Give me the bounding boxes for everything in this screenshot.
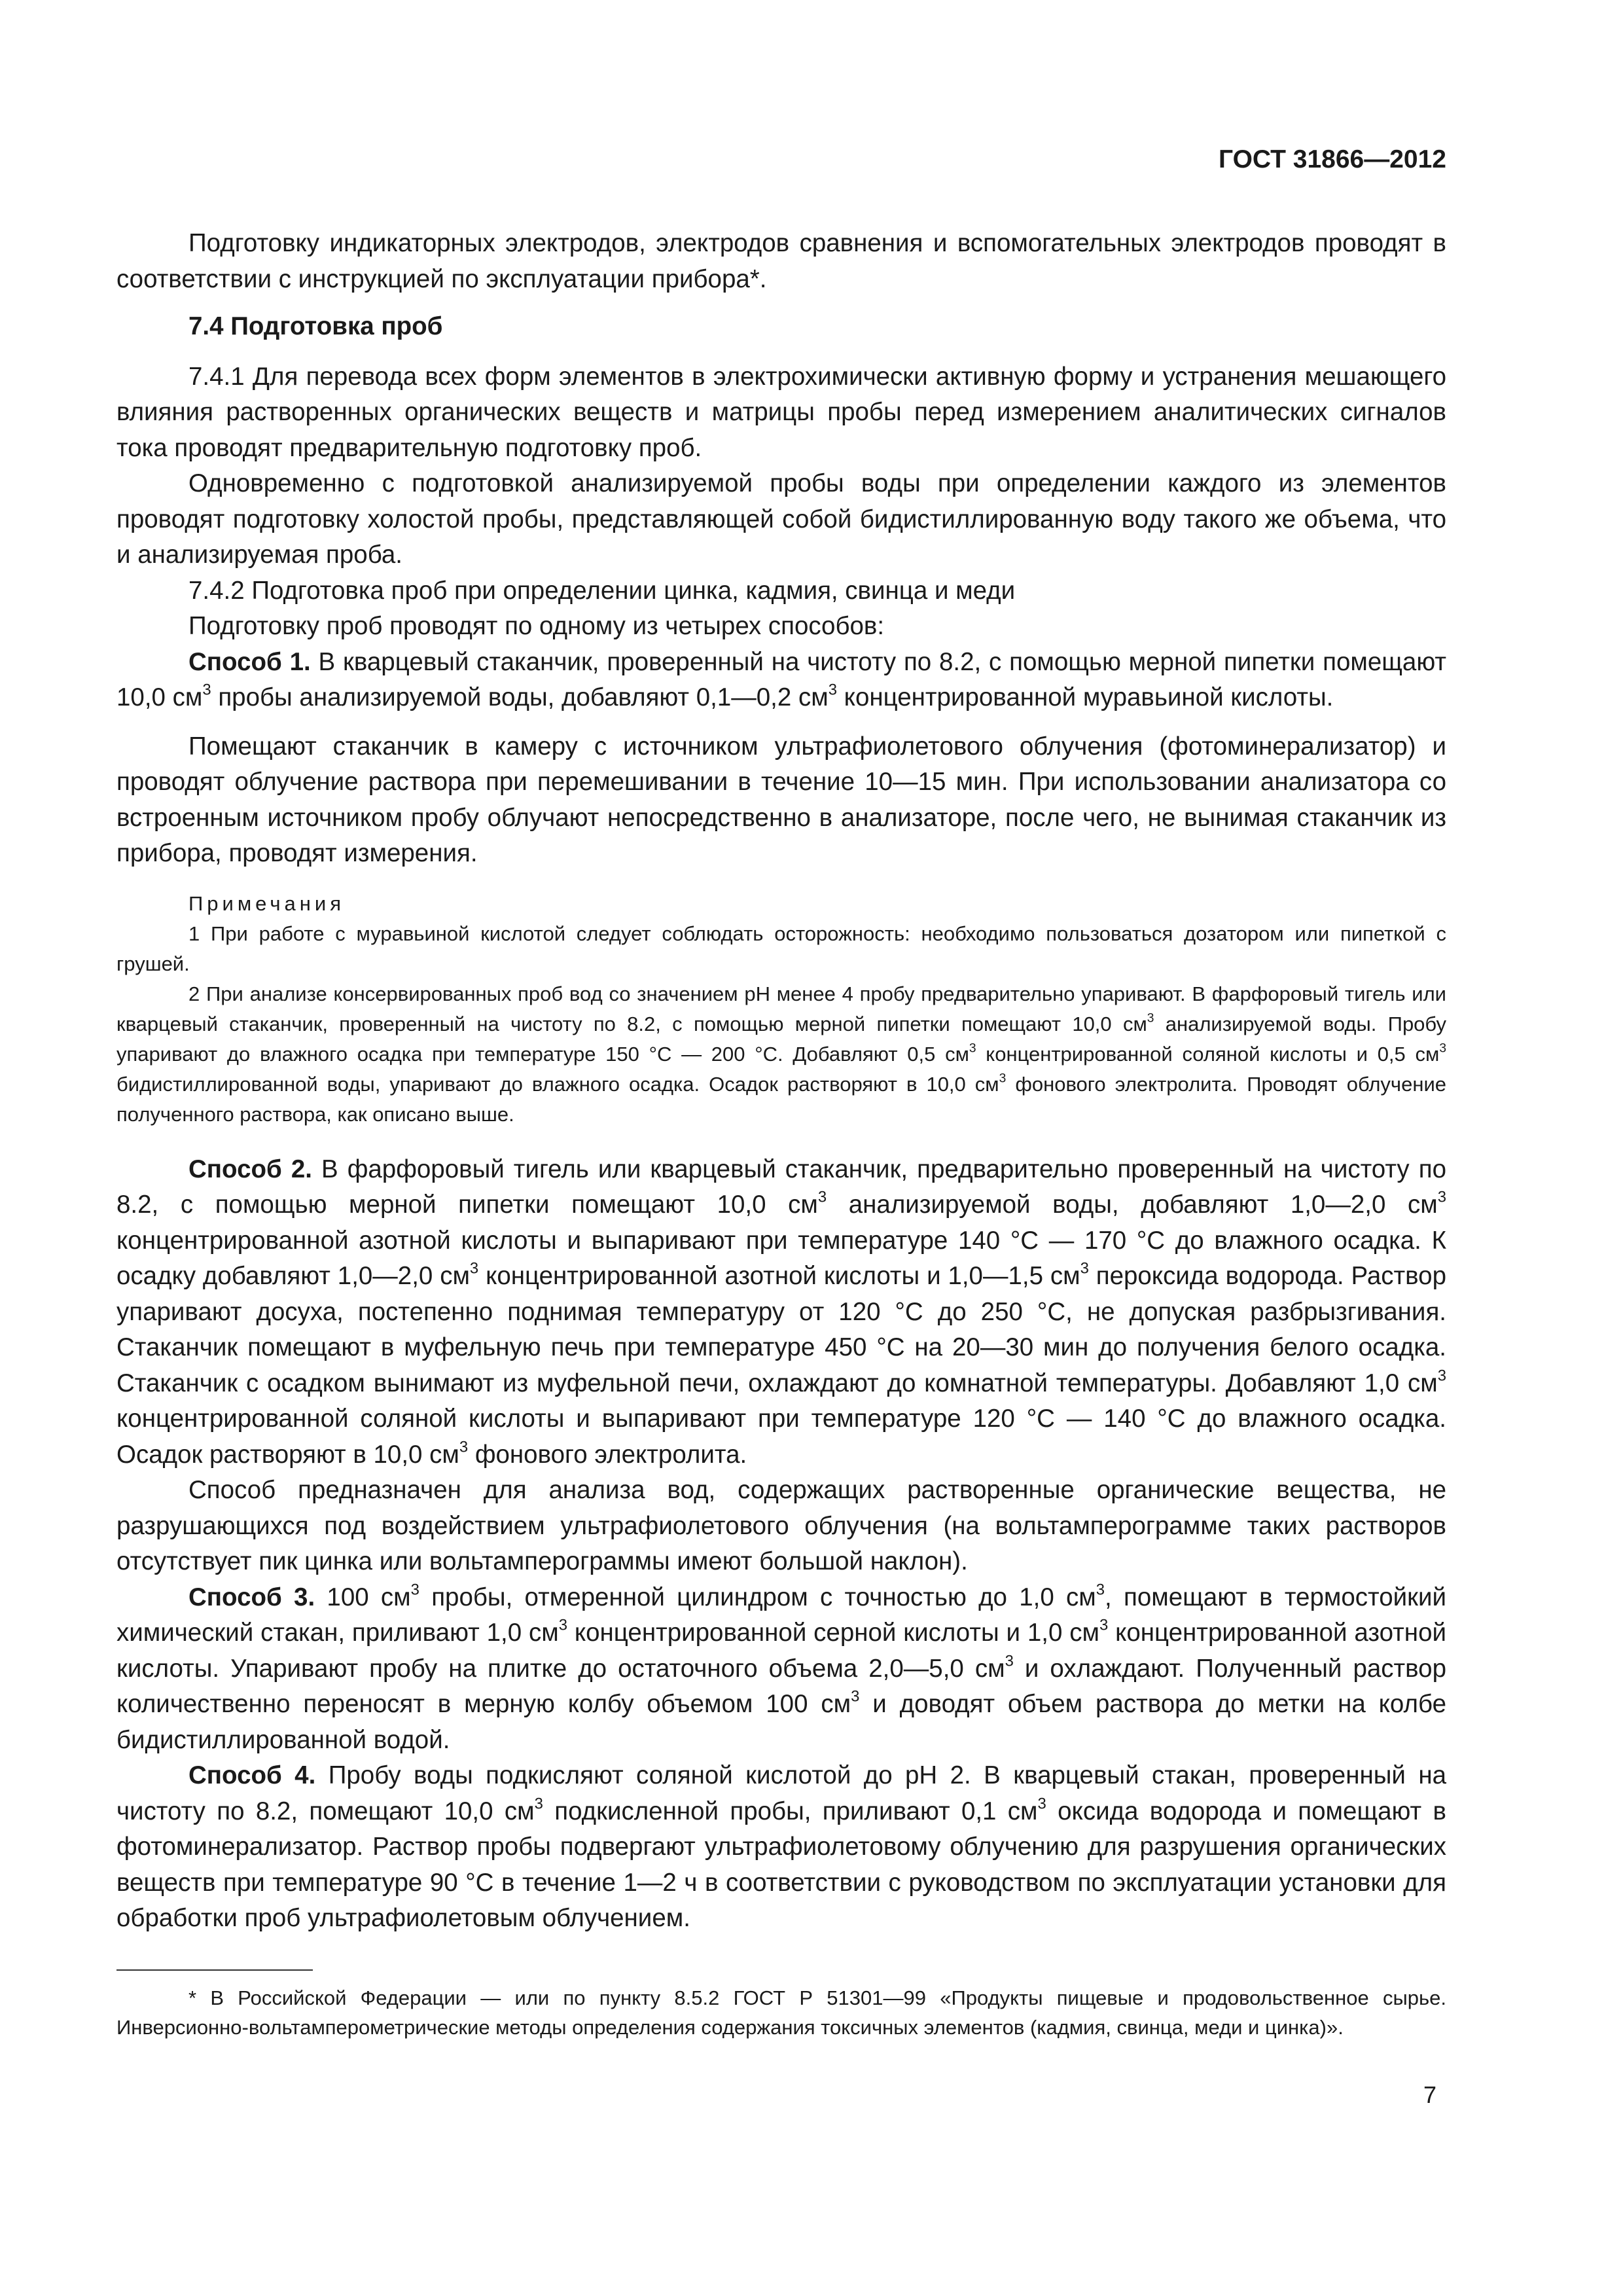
method-3-label: Способ 3. <box>188 1583 315 1611</box>
note-2-text-d: бидистиллированной воды, упаривают до влажного осадка. Осадок растворяют в 10,0 см <box>116 1072 999 1096</box>
superscript-3: 3 <box>851 1687 860 1706</box>
page-number: 7 <box>1423 2081 1436 2108</box>
method-4-text-c: оксида водорода и помещают в фотоминерализатор. Раствор пробы подвергают ультрафиолетовому облучению для разрушения органических веществ при температуре 90 °С в течение 1—2 ч в соответствии с руководством по эксплуатации установки для обработки проб ультрафиолетовым облучением. <box>116 1797 1446 1932</box>
method-3-text-c: , помещают в термостойкий химический стакан, приливают 1,0 см <box>116 1583 1446 1647</box>
superscript-3: 3 <box>469 1259 479 1278</box>
method-3-text-e: концентрированной азотной кислоты. Упаривают пробу на плитке до остаточного объема 2,0—5,0 см <box>116 1619 1446 1683</box>
method-2-text-e: пероксида водорода. Раствор упаривают досуха, постепенно поднимая температуру от 120 °С до 250 °С, не допуская разбрызгивания. Стаканчик помещают в муфельную печь при температуре 450 °С на 20—30 мин до получения белого осадка. Стаканчик с осадком вынимают из муфельной печи, охлаждают до комнатной температуры. Добавляют 1,0 см <box>116 1262 1446 1397</box>
method-2-text-d: концентрированной азотной кислоты и 1,0—1,5 см <box>478 1262 1080 1290</box>
superscript-3: 3 <box>1437 1366 1446 1384</box>
superscript-3: 3 <box>1439 1041 1446 1056</box>
superscript-3: 3 <box>558 1616 567 1634</box>
note-2-text-a: 2 При анализе консервированных проб вод со значением рН менее 4 пробу предварительно упаривают. В фарфоровый тигель или кварцевый стаканчик, проверенный на чистоту по 8.2, с помощью мерной пипетки помещают 10,0 см <box>116 982 1446 1035</box>
superscript-3: 3 <box>410 1580 419 1598</box>
paragraph-method-2 <box>116 1152 1446 1473</box>
method-1-label: Способ 1. <box>188 647 311 676</box>
method-1-text-b: пробы анализируемой воды, добавляют 0,1—0,2 см <box>211 683 829 711</box>
superscript-3: 3 <box>1096 1580 1105 1598</box>
paragraph-methods-intro: Подготовку проб проводят по одному из четырех способов: <box>188 612 885 640</box>
superscript-3: 3 <box>999 1071 1007 1086</box>
method-2-text-g: фонового электролита. <box>468 1440 747 1469</box>
paragraph-uv-irradiation: Помещают стаканчик в камеру с источником ультрафиолетового облучения (фотоминерализатор) и проводят облучение раствора при перемешивании в течение 10—15 мин. При использовании анализатора со встроенным источником пробу облучают непосредственно в анализаторе, после чего, не вынимая стаканчик из прибора, проводят измерения. <box>116 732 1446 867</box>
superscript-3: 3 <box>1147 1011 1154 1026</box>
notes-block <box>116 889 1446 1130</box>
superscript-3: 3 <box>1437 1188 1446 1206</box>
method-3-text-a: 100 см <box>315 1583 411 1611</box>
footnote-text: * В Российской Федерации — или по пункту 8.5.2 ГОСТ Р 51301—99 «Продукты пищевые и продовольственное сырье. Инверсионно-вольтамперометрические методы определения содержания токсичных элементов (кадмия, свинца, меди и цинка)». <box>116 1986 1446 2039</box>
paragraph-7-4-2: 7.4.2 Подготовка проб при определении цинка, кадмия, свинца и меди <box>188 576 1016 605</box>
footnote-separator <box>116 1969 313 1971</box>
superscript-3: 3 <box>534 1794 543 1812</box>
superscript-3: 3 <box>828 681 837 699</box>
superscript-3: 3 <box>202 681 211 699</box>
footnote-block <box>116 1983 1446 2042</box>
superscript-3: 3 <box>1005 1651 1014 1670</box>
document-id-header: ГОСТ 31866—2012 <box>1219 145 1446 173</box>
paragraph-blank-sample: Одновременно с подготовкой анализируемой пробы воды при определении каждого из элементов проводят подготовку холостой пробы, представляющей собой бидистиллированную воду такого же объема, что и анализируемая проба. <box>116 469 1446 569</box>
method-4-text-b: подкисленной пробы, приливают 0,1 см <box>543 1797 1038 1825</box>
note-2-text-c: концентрированной соляной кислоты и 0,5 см <box>976 1042 1440 1066</box>
note-2-text-b: анализируемой воды. Пробу упаривают до влажного осадка при температуре 150 °С — 200 °С. Добавляют 0,5 см <box>116 1012 1446 1066</box>
paragraph-method-1 <box>116 645 1446 716</box>
superscript-3: 3 <box>459 1437 469 1456</box>
paragraph-method-4 <box>116 1758 1446 1937</box>
superscript-3: 3 <box>817 1188 827 1206</box>
paragraph-electrodes: Подготовку индикаторных электродов, электродов сравнения и вспомогательных электродов проводят в соответствии с инструкцией по эксплуатации прибора*. <box>116 229 1446 293</box>
section-heading-7-4: 7.4 Подготовка проб <box>188 312 443 340</box>
paragraph-method-purpose: Способ предназначен для анализа вод, содержащих растворенные органические вещества, не разрушающихся под воздействием ультрафиолетового облучения (на вольтамперограмме таких растворов отсутствует пик цинка или вольтамперограммы имеют большой наклон). <box>116 1476 1446 1575</box>
method-3-text-f: и охлаждают. Полученный раствор количественно переносят в мерную колбу объемом 100 см <box>116 1654 1447 1718</box>
superscript-3: 3 <box>969 1041 976 1056</box>
note-2-text-e: фонового электролита. Проводят облучение полученного раствора, как описано выше. <box>116 1072 1446 1126</box>
method-3-text-g: и доводят объем раствора до метки на колбе бидистиллированной водой. <box>116 1690 1446 1754</box>
method-2-text-a: В фарфоровый тигель или кварцевый стаканчик, предварительно проверенный на чистоту по 8.2, с помощью мерной пипетки помещают 10,0 см <box>116 1155 1446 1219</box>
method-2-text-b: анализируемой воды, добавляют 1,0—2,0 см <box>827 1191 1438 1219</box>
paragraph-7-4-1: 7.4.1 Для перевода всех форм элементов в электрохимически активную форму и устранения мешающего влияния растворенных органических веществ и матрицы пробы перед измерением аналитических сигналов тока проводят предварительную подготовку проб. <box>116 362 1446 462</box>
method-2-label: Способ 2. <box>188 1155 312 1183</box>
note-2 <box>116 979 1446 1130</box>
paragraph-method-3 <box>116 1580 1446 1759</box>
method-1-text-c: концентрированной муравьиной кислоты. <box>836 683 1334 711</box>
method-1-text-a: В кварцевый стаканчик, проверенный на чистоту по 8.2, с помощью мерной пипетки помещают 10,0 см <box>116 647 1446 711</box>
superscript-3: 3 <box>1080 1259 1089 1278</box>
note-1: 1 При работе с муравьиной кислотой следует соблюдать осторожность: необходимо пользоваться дозатором или пипеткой с грушей. <box>116 922 1446 975</box>
method-2-text-c: концентрированной азотной кислоты и выпаривают при температуре 140 °С — 170 °С до влажного осадка. К осадку добавляют 1,0—2,0 см <box>116 1226 1446 1290</box>
method-4-text-a: Пробу воды подкисляют соляной кислотой до рН 2. В кварцевый стакан, проверенный на чистоту по 8.2, помещают 10,0 см <box>116 1761 1446 1825</box>
main-text <box>116 226 1446 1937</box>
method-3-text-b: пробы, отмеренной цилиндром с точностью до 1,0 см <box>419 1583 1096 1611</box>
method-4-label: Способ 4. <box>188 1761 316 1789</box>
method-2-text-f: концентрированной соляной кислоты и выпаривают при температуре 120 °С — 140 °С до влажного осадка. Осадок растворяют в 10,0 см <box>116 1405 1446 1469</box>
superscript-3: 3 <box>1099 1616 1109 1634</box>
notes-title: Примечания <box>188 891 345 915</box>
superscript-3: 3 <box>1037 1794 1046 1812</box>
method-3-text-d: концентрированной серной кислоты и 1,0 см <box>567 1619 1099 1647</box>
